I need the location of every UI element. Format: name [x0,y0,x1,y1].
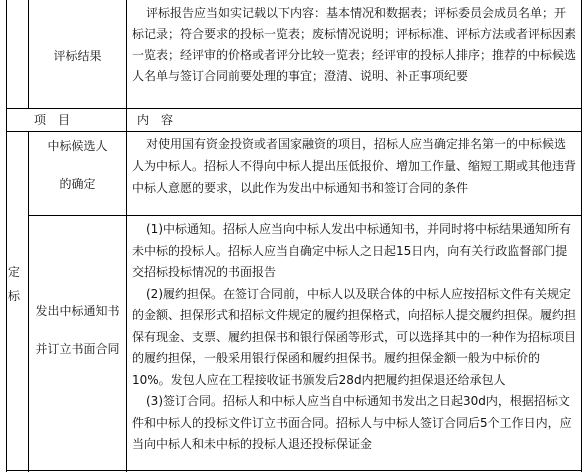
side-label-char: 标 [8,289,21,303]
left-border-line [6,0,7,472]
notice-content [132,219,577,456]
header-item: 项 目 [34,113,71,127]
candidate-label-line2: 的确定 [59,177,96,191]
candidate-label [29,136,126,194]
notice-label-line2: 并订立书面合同 [35,342,120,356]
bottom-border-line [6,470,582,471]
notice-paragraph-2: (2)履约担保。在签订合同前，中标人以及联合体的中标人应按招标文件有关规定的金额、担保形式和招标文件规定的履约担保格式，向招标人提交履约担保。履约担保有现金、支票、履约担保书和银行保函等形式，可以选择其中的一种作为招标项目的履约担保，一般采用银行保函和履约担保书。履约担保金额一般为中标价的10%。发包人应在工程接收证书颁发后28d内把履约担保退还给承包人 [132,286,577,387]
notice-label [29,301,126,359]
candidate-content: 对使用国有资金投资或者国家融资的项目，招标人应当确定排名第一的中标候选人为中标人。招标人不得向中标人提出压低报价、增加工作量、缩短工期或其他违背中标人意愿的要求，以此作为发出中标通知书和签订合同的条件 [132,137,577,195]
evaluation-result-label: 评标结果 [53,49,102,63]
evaluation-result-content: 评标报告应当如实记载以下内容：基本情况和数据表；评标委员会成员名单；开标记录；符合要求的投标一览表；废标情况说明；评标标准、评标方法或者评标因素一览表；经评审的价格或者评分比较一览表；经评审的投标人排序；推荐的中标候选人名单与签订合同前要处理的事宜；澄清、说明、补正事项纪要 [132,6,577,83]
header-content: 内 容 [137,113,174,127]
side-label-char: 定 [8,265,21,279]
row-divider [28,215,582,216]
row-divider [6,108,582,109]
candidate-label-line1: 中标候选人 [47,139,108,153]
notice-label-line1: 发出中标通知书 [35,304,120,318]
notice-paragraph-3: (3)签订合同。招标人和中标人应当自中标通知书发出之日起30d内，根据招标文件和中标人的投标文件订立书面合同。招标人与中标人签订合同后5个工作日内，应当向中标人和未中标的投标人退还投标保证金 [132,394,572,451]
right-border-line [581,0,582,472]
notice-paragraph-1: (1)中标通知。招标人应当向中标人发出中标通知书，并同时将中标结果通知所有未中标的投标人。招标人应当自确定中标人之日起15日内，向有关行政监督部门提交招标投标情况的书面报告 [132,222,572,279]
side-label [8,263,24,305]
row-divider [6,131,582,132]
content-column-line [126,0,127,472]
